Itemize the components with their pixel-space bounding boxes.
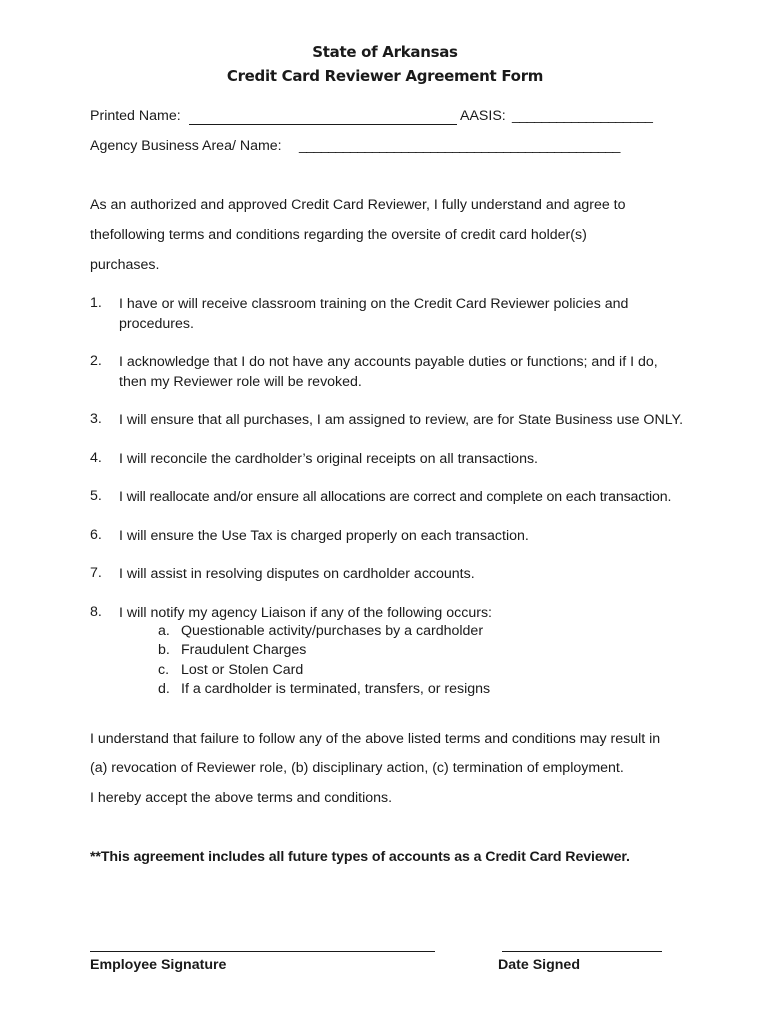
- item-text-line-2: procedures.: [119, 316, 194, 332]
- aasis-field[interactable]: ___________________: [512, 108, 653, 124]
- sub-item-text: Fraudulent Charges: [181, 642, 307, 658]
- date-signed-label: Date Signed: [498, 957, 580, 973]
- closing-line-2: (a) revocation of Reviewer role, (b) disciplinary action, (c) termination of employment.: [90, 760, 624, 776]
- item-text-line-1: I will ensure the Use Tax is charged properly on each transaction.: [119, 528, 529, 544]
- printed-name-field[interactable]: [189, 106, 457, 125]
- sub-item-text: Lost or Stolen Card: [181, 662, 304, 678]
- agency-field[interactable]: ____________________________________________: [299, 138, 620, 154]
- item-text-line-2: then my Reviewer role will be revoked.: [119, 374, 362, 390]
- sub-item-letter: b.: [158, 642, 170, 658]
- item-number: 7.: [90, 565, 102, 581]
- printed-name-label: Printed Name:: [90, 108, 181, 124]
- employee-signature-line[interactable]: [90, 951, 435, 952]
- item-text-line-1: I have or will receive classroom training on the Credit Card Reviewer policies and: [119, 296, 629, 312]
- item-number: 6.: [90, 527, 102, 543]
- item-text-line-1: I will reconcile the cardholder’s original receipts on all transactions.: [119, 451, 539, 467]
- sub-item-letter: c.: [158, 662, 170, 678]
- item-number: 4.: [90, 450, 102, 466]
- item-text-line-1: I will ensure that all purchases, I am assigned to review, are for State Business use ONLY.: [119, 412, 684, 428]
- item-text-line-1: I will notify my agency Liaison if any of the following occurs:: [119, 605, 492, 621]
- sub-item-text: If a cardholder is terminated, transfers, or resigns: [181, 681, 491, 697]
- intro-line-3: purchases.: [90, 257, 160, 273]
- item-number: 3.: [90, 411, 102, 427]
- item-text-line-1: I will assist in resolving disputes on cardholder accounts.: [119, 566, 475, 582]
- aasis-label: AASIS:: [460, 108, 506, 124]
- item-number: 5.: [90, 488, 102, 504]
- sub-item-letter: a.: [158, 623, 170, 639]
- agency-label: Agency Business Area/ Name:: [90, 138, 282, 154]
- date-signed-line[interactable]: [502, 951, 662, 952]
- closing-line-1: I understand that failure to follow any of the above listed terms and conditions may result in: [90, 731, 661, 747]
- item-number: 2.: [90, 353, 102, 369]
- sub-item-letter: d.: [158, 681, 170, 697]
- employee-signature-label: Employee Signature: [90, 957, 227, 973]
- intro-line-2: thefollowing terms and conditions regarding the oversite of credit card holder(s): [90, 227, 587, 243]
- form-title-name: Credit Card Reviewer Agreement Form: [226, 67, 544, 85]
- item-number: 1.: [90, 295, 102, 311]
- sub-item-text: Questionable activity/purchases by a cardholder: [181, 623, 484, 639]
- item-text-line-1: I will reallocate and/or ensure all allocations are correct and complete on each transaction.: [119, 489, 672, 505]
- intro-line-1: As an authorized and approved Credit Card Reviewer, I fully understand and agree to: [90, 197, 626, 213]
- item-text-line-1: I acknowledge that I do not have any accounts payable duties or functions; and if I do,: [119, 354, 658, 370]
- item-number: 8.: [90, 604, 102, 620]
- form-title-state: State of Arkansas: [312, 43, 458, 61]
- future-accounts-note: **This agreement includes all future types of accounts as a Credit Card Reviewer.: [90, 849, 630, 865]
- closing-line-3: I hereby accept the above terms and conditions.: [90, 790, 393, 806]
